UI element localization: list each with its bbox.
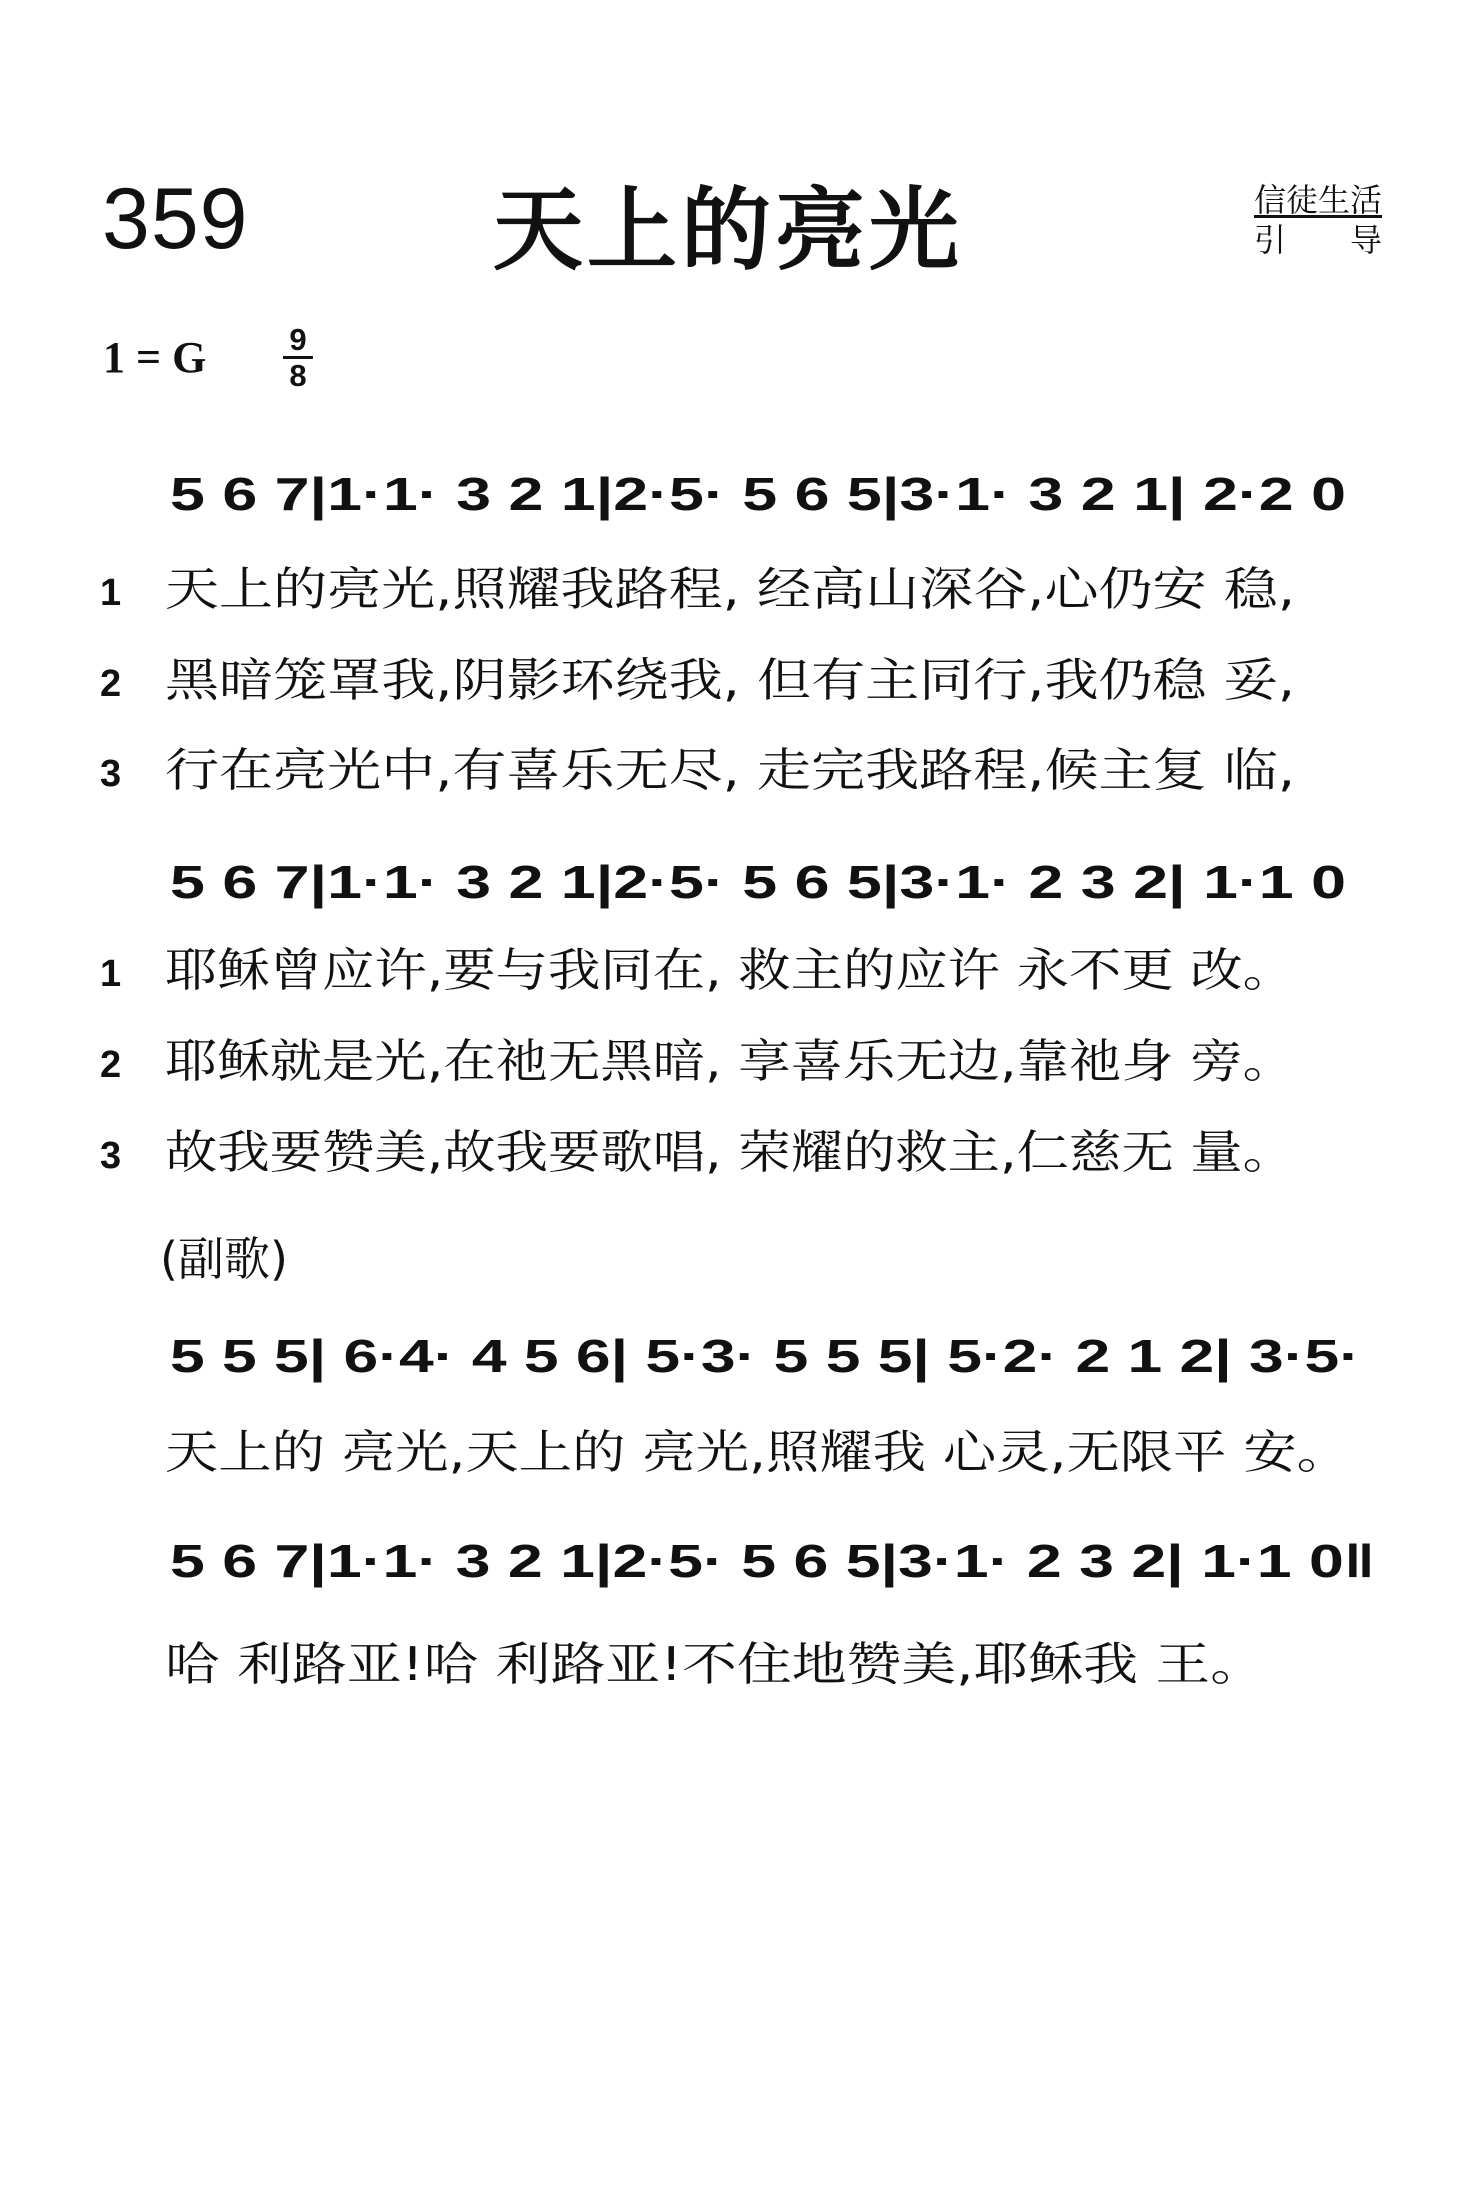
lyric-line-1-3: 行在亮光中,有喜乐无尽, 走完我路程,候主复 临, — [165, 743, 1295, 797]
time-signature-denominator: 8 — [289, 358, 307, 393]
notation-system-1: 5 6 7|1·1· 3 2 1|2·5· 5 6 5|3·1· 3 2 1| 2·2 0 — [170, 468, 1346, 520]
notation-refrain-1: 5 5 5| 6·4· 4 5 6| 5·3· 5 5 5| 5·2· 2 1 2| 3·5· — [170, 1330, 1360, 1382]
refrain-label: (副歌) — [160, 1232, 288, 1286]
lyric-line-1-2: 黑暗笼罩我,阴影环绕我, 但有主同行,我仍稳 妥, — [165, 653, 1295, 707]
verse-number-3b: 3 — [100, 1135, 122, 1177]
time-signature-numerator: 9 — [283, 324, 313, 359]
credit-source: 信徒生活 — [1253, 181, 1382, 219]
credit-category-char-1: 引 — [1253, 221, 1286, 259]
verse-number-2b: 2 — [100, 1044, 122, 1086]
lyric-line-2-2: 耶稣就是光,在祂无黑暗, 享喜乐无边,靠祂身 旁。 — [165, 1034, 1295, 1088]
hymn-number: 359 — [102, 171, 249, 267]
verse-number-1: 1 — [100, 572, 122, 614]
verse-number-3: 3 — [100, 753, 122, 795]
score-text — [100, 468, 1375, 1691]
lyric-line-1-1: 天上的亮光,照耀我路程, 经高山深谷,心仍安 稳, — [165, 562, 1295, 616]
verse-number-1b: 1 — [100, 953, 122, 995]
refrain-lyric-1: 天上的 亮光,天上的 亮光,照耀我 心灵,无限平 安。 — [165, 1425, 1350, 1479]
notation-system-2: 5 6 7|1·1· 3 2 1|2·5· 5 6 5|3·1· 2 3 2| 1·1 0 — [170, 856, 1346, 908]
lyric-line-2-3: 故我要赞美,故我要歌唱, 荣耀的救主,仁慈无 量。 — [165, 1125, 1295, 1179]
page-title: 天上的亮光 — [493, 178, 963, 283]
key-signature: 1 = G — [103, 333, 207, 382]
notation-refrain-2: 5 6 7|1·1· 3 2 1|2·5· 5 6 5|3·1· 2 3 2| 1·1 0‖ — [170, 1535, 1375, 1587]
verse-number-2: 2 — [100, 663, 122, 705]
refrain-lyric-2: 哈 利路亚!哈 利路亚!不住地赞美,耶稣我 王。 — [165, 1637, 1265, 1691]
credit-category-char-2: 导 — [1349, 221, 1382, 259]
lyric-line-2-1: 耶稣曾应许,要与我同在, 救主的应许 永不更 改。 — [165, 943, 1295, 997]
